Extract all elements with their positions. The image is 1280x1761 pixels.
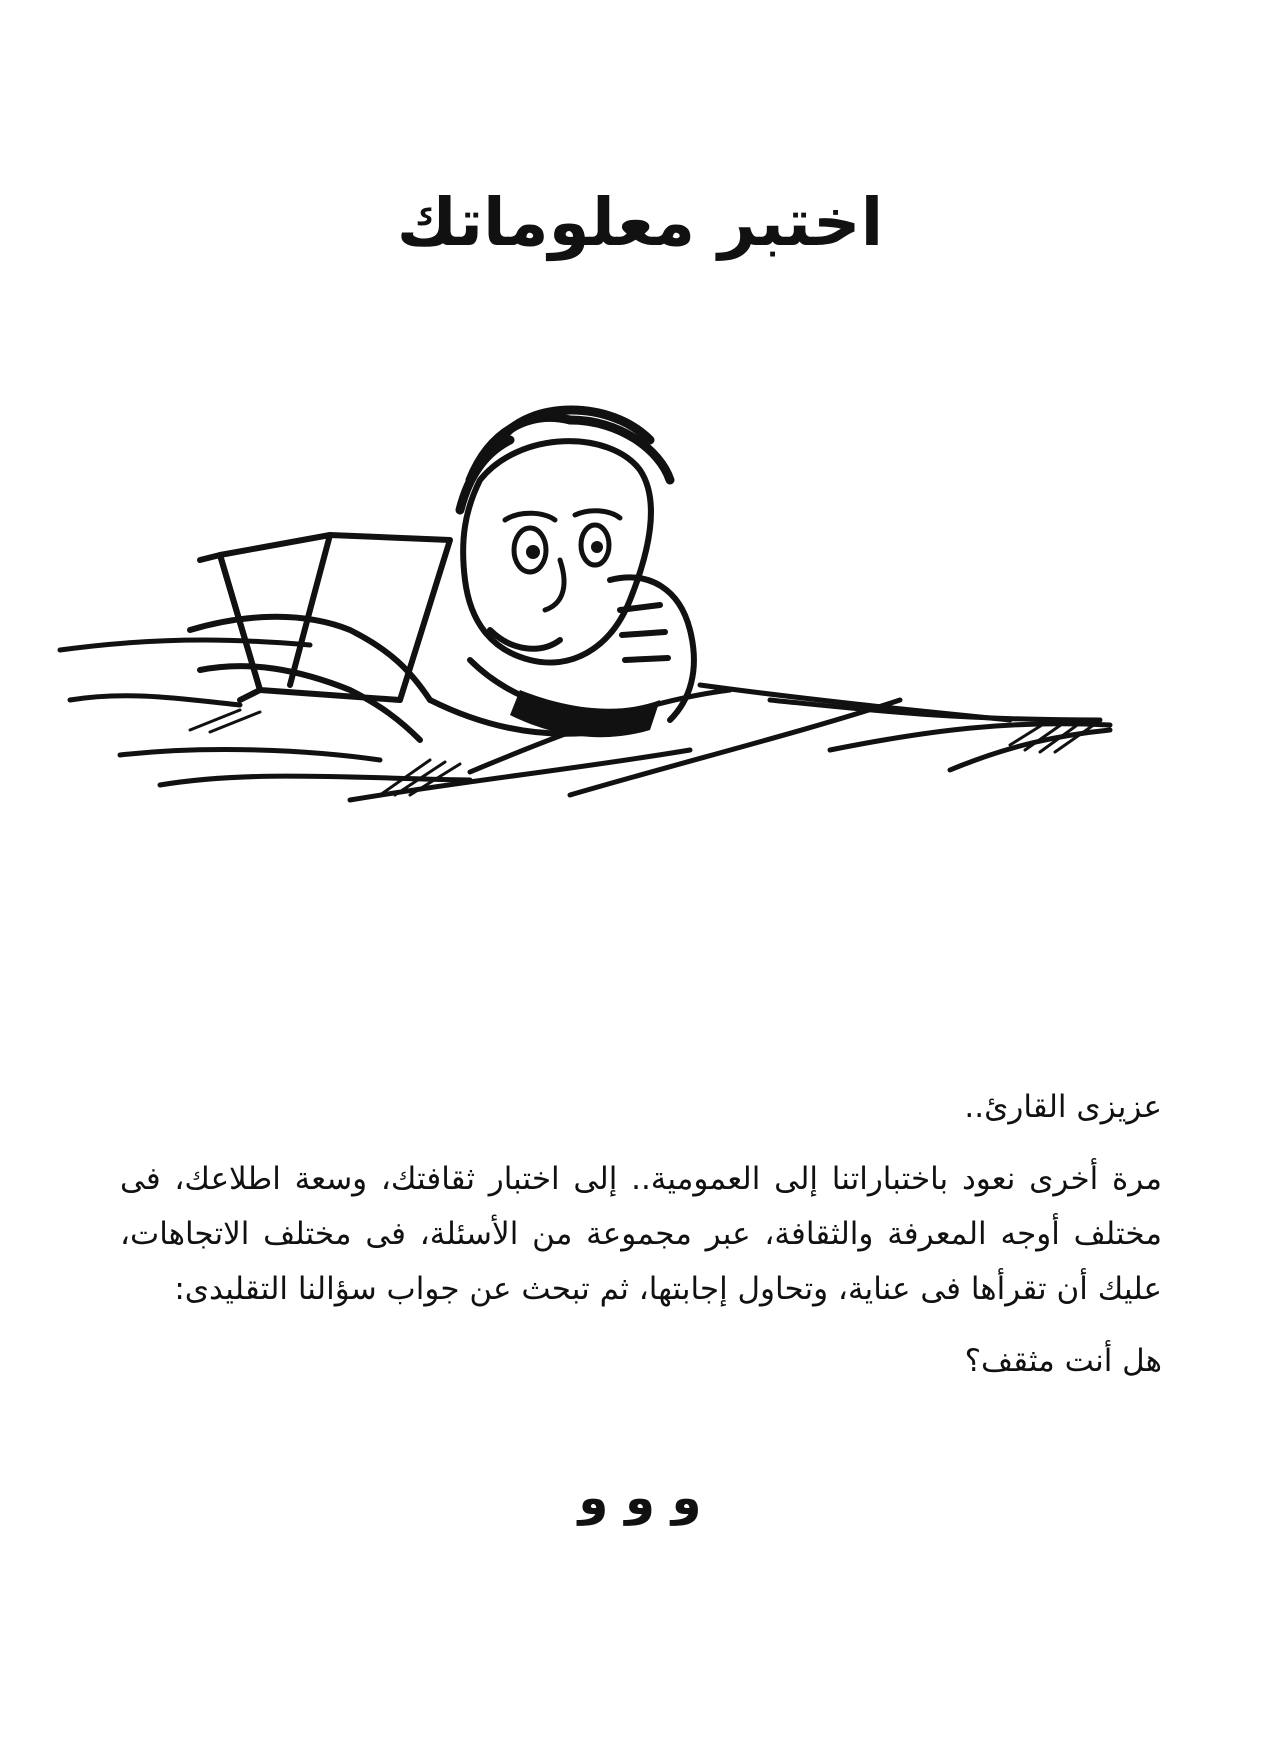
- greeting: عزيزى القارئ..: [964, 1089, 1162, 1125]
- question-line: هل أنت مثقف؟: [964, 1343, 1162, 1379]
- article-intro: [120, 1080, 1162, 1389]
- page-title: اختبر معلوماتك: [396, 184, 884, 261]
- man-reading-lying-down-sketch-icon: [50, 400, 1130, 820]
- section-ornament: و و و: [578, 1470, 702, 1526]
- intro-paragraph: مرة أخرى نعود باختباراتنا إلى العمومية.. إلى اختبار ثقافتك، وسعة اطلاعك، فى مختلف أوجه المعرفة والثقافة، عبر مجموعة من الأسئلة، فى مختلف الاتجاهات، عليك أن تقرأها فى عناية، وتحاول إجابتها، ثم تبحث عن جواب سؤالنا التقليدى:: [120, 1161, 1162, 1307]
